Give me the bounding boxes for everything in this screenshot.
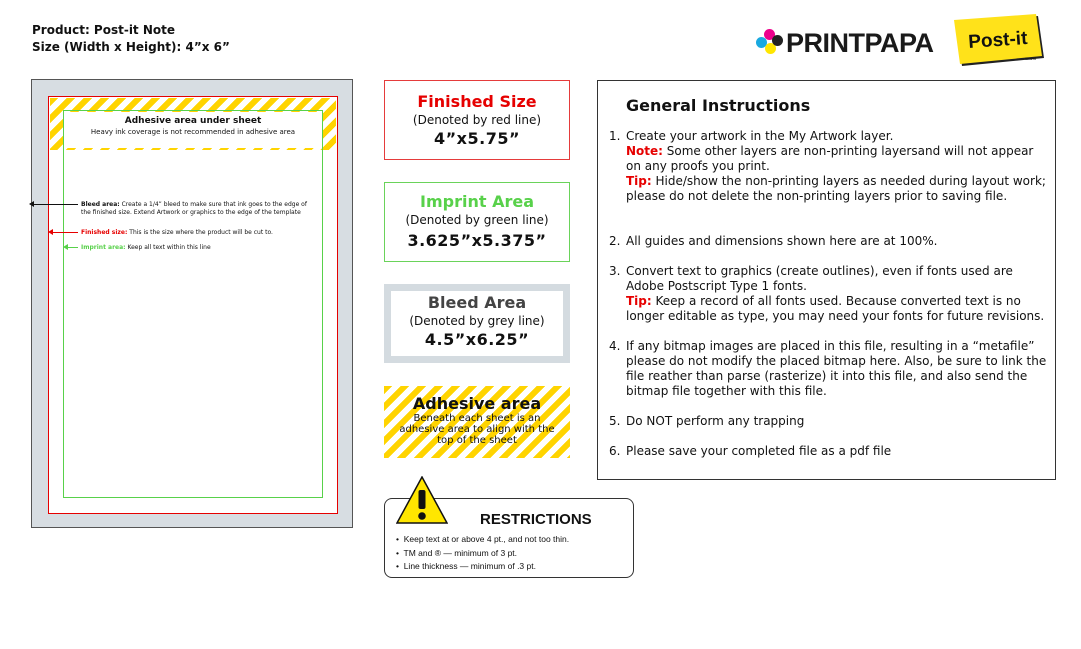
imprint-dim: 3.625”x5.375” — [407, 231, 547, 250]
finished-sub: (Denoted by red line) — [412, 113, 542, 127]
bleed-note-text: Create a 1/4” bleed to make sure that ink goes to the edge of the finished size. Extend Artwork or graphics to the edge of the template — [81, 201, 307, 216]
finished-note-label: Finished size: — [81, 229, 128, 236]
finished-dim: 4”x5.75” — [434, 129, 520, 148]
restrictions-title: RESTRICTIONS — [480, 511, 592, 528]
bleed-note-label: Bleed area: — [81, 201, 120, 208]
restrictions-list — [396, 533, 569, 574]
restriction-item: • Keep text at or above 4 pt., and not too thin. — [396, 534, 570, 544]
instruction-item-2: All guides and dimensions shown here are at 100%. — [626, 234, 938, 248]
finished-note-text: This is the size where the product will be cut to. — [127, 229, 273, 236]
adhesive-sub-1: Beneath each sheet is an — [413, 413, 541, 424]
bleed-area-box — [384, 284, 570, 363]
item-number: 6. — [609, 444, 621, 458]
imprint-title: Imprint Area — [420, 192, 534, 211]
postit-brand: Brand — [1025, 56, 1036, 61]
bleed-title: Bleed Area — [427, 293, 527, 312]
instruction-item-4: If any bitmap images are placed in this file, resulting in a “metafile” please do not modify the placed bitmap here. Also, be sure to link the file reather than parse (rasterize) it into this file, and also send the bitmap file together with this file. — [626, 339, 1047, 398]
restriction-item: • Line thickness — minimum of .3 pt. — [396, 561, 536, 571]
imprint-sub: (Denoted by green line) — [405, 213, 549, 227]
finished-size-box — [384, 80, 570, 160]
item-number: 4. — [609, 339, 621, 353]
bleed-arrow — [32, 204, 78, 205]
item-number: 2. — [609, 234, 621, 248]
instruction-item-6: Please save your completed file as a pdf file — [626, 444, 892, 458]
finished-arrowhead-icon — [48, 229, 53, 235]
adhesive-label — [64, 112, 322, 148]
imprint-area-line — [63, 110, 323, 498]
product-size: Size (Width x Height): 4”x 6” — [32, 40, 230, 54]
instructions-title: General Instructions — [626, 96, 811, 115]
bleed-dim: 4.5”x6.25” — [424, 330, 530, 349]
postit-wordmark: Post-it — [967, 27, 1029, 54]
restriction-item: • TM and ® — minimum of 3 pt. — [396, 547, 518, 558]
product-name: Product: Post-it Note — [32, 23, 176, 37]
printpapa-logo — [756, 28, 934, 58]
imprint-note-label: Imprint area: — [81, 244, 126, 251]
printpapa-wordmark: PRINTPAPA — [786, 27, 934, 58]
bleed-sub: (Denoted by grey line) — [409, 314, 545, 328]
item-number: 5. — [609, 414, 621, 428]
postit-logo — [952, 14, 1048, 68]
adhesive-label-sub: Heavy ink coverage is not recommended in adhesive area — [90, 128, 296, 136]
warning-icon — [396, 476, 448, 524]
finished-arrow — [51, 232, 78, 233]
imprint-arrowhead-icon — [63, 244, 68, 250]
instruction-item-3: Convert text to graphics (create outlines), even if fonts used are Adobe Postscript Type 1 fonts. Tip: Keep a record of all fonts used. Because converted text is no longer editable as type, you may need your fonts for future revisions. — [626, 264, 1045, 323]
adhesive-title: Adhesive area — [412, 394, 542, 413]
adhesive-sub-3: top of the sheet — [437, 435, 517, 446]
instruction-item-5: Do NOT perform any trapping — [626, 414, 805, 428]
finished-title: Finished Size — [417, 92, 537, 111]
imprint-area-box — [384, 182, 570, 262]
bleed-note — [81, 201, 309, 216]
adhesive-label-title: Adhesive area under sheet — [124, 116, 262, 126]
adhesive-sub-2: adhesive area to align with the — [399, 424, 555, 435]
adhesive-area-box — [384, 386, 570, 458]
finished-note — [81, 229, 309, 237]
item-number: 3. — [609, 264, 621, 278]
instruction-item-1: Create your artwork in the My Artwork layer. Note: Some other layers are non-printing layersand will not appear on any proofs you print. Tip: Hide/show the non-printing layers as needed during layout work; please do not delete the non-printing layers prior to saving file. — [626, 129, 1046, 203]
imprint-note — [81, 244, 309, 252]
bleed-arrowhead-icon — [29, 201, 34, 207]
item-number: 1. — [609, 129, 621, 143]
printpapa-dots-icon — [756, 29, 784, 57]
imprint-note-text: Keep all text within this line — [125, 244, 211, 251]
